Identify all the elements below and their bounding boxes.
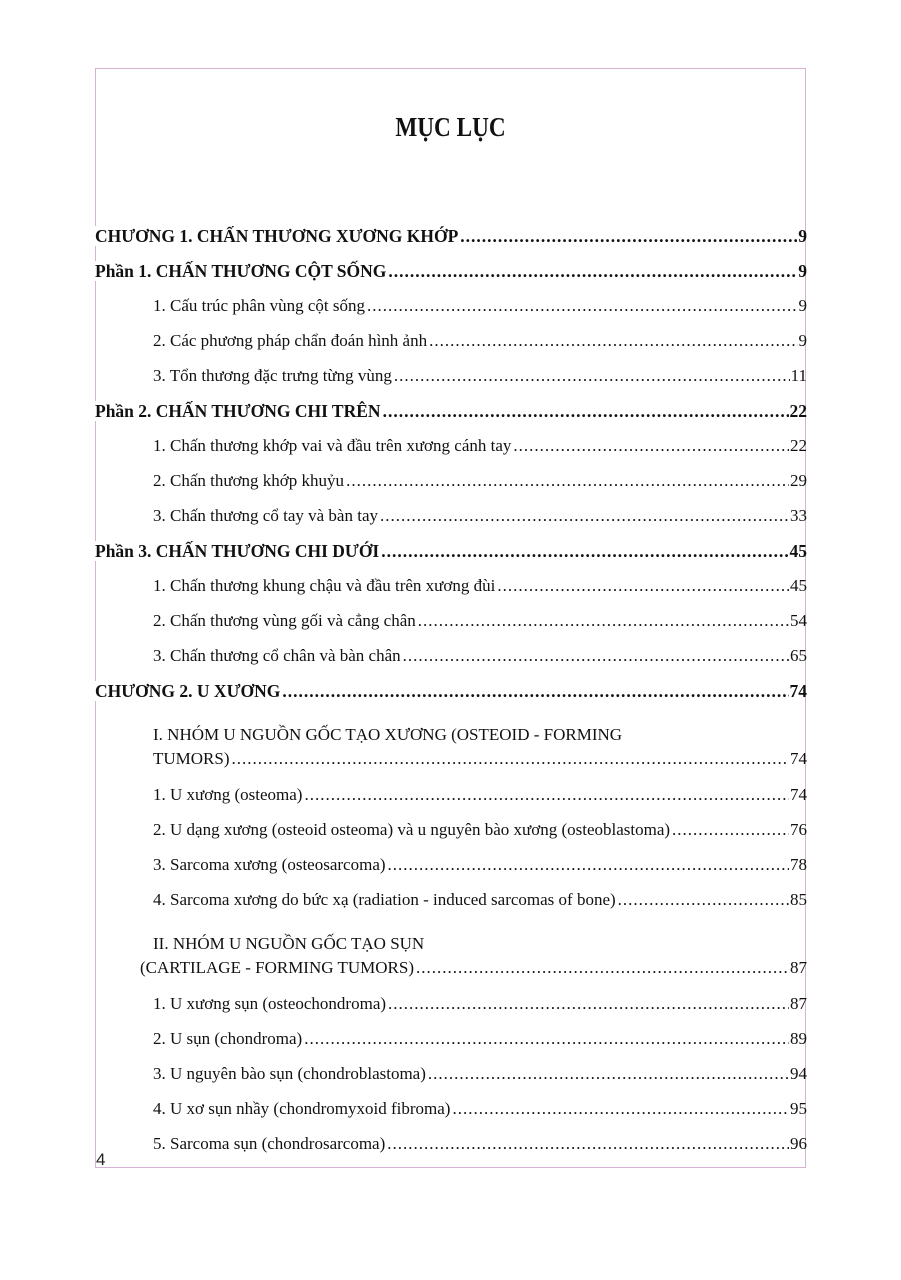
dot-leader: [497, 576, 789, 596]
toc-entry[interactable]: 3. Chấn thương cổ tay và bàn tay ..... 33: [95, 506, 807, 541]
toc-entry[interactable]: 3. U nguyên bào sụn (chondroblastoma) ..... 94: [95, 1064, 807, 1099]
dot-leader: [388, 855, 789, 875]
toc-entry-part-3[interactable]: Phần 3. CHẤN THƯƠNG CHI DƯỚI ..... 45: [95, 541, 807, 576]
toc-entry[interactable]: 5. Sarcoma sụn (chondrosarcoma) ..... 96: [95, 1134, 807, 1169]
toc-entry[interactable]: 3. Sarcoma xương (osteosarcoma) ..... 78: [95, 855, 807, 890]
toc-entry[interactable]: 2. Chấn thương vùng gối và cẳng chân ..... 54: [95, 611, 807, 646]
toc-entry-part-1[interactable]: Phần 1. CHẤN THƯƠNG CỘT SỐNG ..... 9: [95, 261, 807, 296]
table-of-contents: [95, 226, 807, 1169]
dot-leader: [346, 471, 789, 491]
page-number: 4: [96, 1150, 106, 1169]
toc-entry[interactable]: 2. Chấn thương khớp khuỷu ..... 29: [95, 471, 807, 506]
dot-leader: [452, 1099, 789, 1119]
dot-leader: [387, 1134, 789, 1154]
dot-leader: [282, 681, 788, 701]
toc-entry-chapter-1[interactable]: CHƯƠNG 1. CHẤN THƯƠNG XƯƠNG KHỚP ..... 9: [95, 226, 807, 261]
dot-leader: [416, 957, 789, 979]
dot-leader: [394, 366, 790, 386]
dot-leader: [381, 541, 788, 561]
dot-leader: [388, 261, 797, 281]
toc-entry[interactable]: 3. Chấn thương cổ chân và bàn chân ..... 65: [95, 646, 807, 681]
toc-entry[interactable]: 4. U xơ sụn nhầy (chondromyxoid fibroma) ..... 95: [95, 1099, 807, 1134]
toc-entry[interactable]: 1. U xương (osteoma) ..... 74: [95, 785, 807, 820]
dot-leader: [232, 748, 789, 770]
dot-leader: [403, 646, 789, 666]
dot-leader: [513, 436, 789, 456]
toc-title: MỤC LỤC: [395, 112, 506, 142]
dot-leader: [367, 296, 798, 316]
toc-entry[interactable]: 1. U xương sụn (osteochondroma) ..... 87: [95, 994, 807, 1029]
dot-leader: [388, 994, 789, 1014]
toc-entry[interactable]: 4. Sarcoma xương do bức xạ (radiation - induced sarcomas of bone) ..... 85: [95, 890, 807, 925]
toc-entry[interactable]: 2. U dạng xương (osteoid osteoma) và u nguyên bào xương (osteoblastoma) ..... 76: [95, 820, 807, 855]
toc-entry[interactable]: 1. Chấn thương khớp vai và đầu trên xương cánh tay ..... 22: [95, 436, 807, 471]
dot-leader: [429, 331, 797, 351]
dot-leader: [618, 890, 789, 910]
toc-entry-chapter-2[interactable]: CHƯƠNG 2. U XƯƠNG ..... 74: [95, 681, 807, 716]
dot-leader: [304, 785, 789, 805]
dot-leader: [672, 820, 789, 840]
toc-entry[interactable]: 2. U sụn (chondroma) ..... 89: [95, 1029, 807, 1064]
dot-leader: [380, 506, 789, 526]
dot-leader: [460, 226, 797, 246]
toc-entry[interactable]: 2. Các phương pháp chẩn đoán hình ảnh ..... 9: [95, 331, 807, 366]
dot-leader: [418, 611, 789, 631]
toc-entry[interactable]: 1. Chấn thương khung chậu và đầu trên xương đùi ..... 45: [95, 576, 807, 611]
toc-entry-group-2[interactable]: II. NHÓM U NGUỒN GỐC TẠO SỤN (CARTILAGE - FORMING TUMORS) ..... 87: [95, 925, 807, 994]
toc-entry-part-2[interactable]: Phần 2. CHẤN THƯƠNG CHI TRÊN ..... 22: [95, 401, 807, 436]
toc-entry-group-1[interactable]: I. NHÓM U NGUỒN GỐC TẠO XƯƠNG (OSTEOID - FORMING TUMORS) ..... 74: [95, 716, 807, 785]
toc-entry[interactable]: 3. Tổn thương đặc trưng từng vùng ..... 11: [95, 366, 807, 401]
dot-leader: [304, 1029, 789, 1049]
dot-leader: [383, 401, 789, 421]
toc-entry[interactable]: 1. Cấu trúc phân vùng cột sống ..... 9: [95, 296, 807, 331]
dot-leader: [428, 1064, 789, 1084]
